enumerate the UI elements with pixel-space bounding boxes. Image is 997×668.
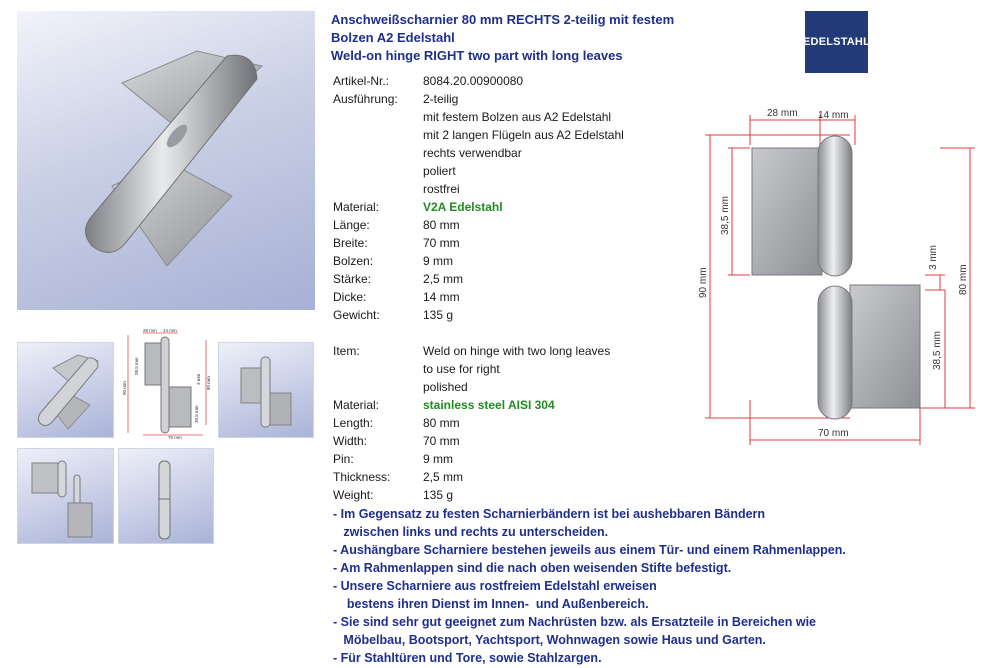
thumbnail-photo-1[interactable] bbox=[17, 342, 114, 438]
title-line-1: Anschweißscharnier 80 mm RECHTS 2-teilig mit festem bbox=[331, 12, 675, 27]
list-item: - Unsere Scharniere aus rostfreiem Edelstahl erweisen bbox=[333, 579, 657, 593]
main-product-photo bbox=[17, 11, 315, 310]
dimension-drawing bbox=[690, 100, 980, 445]
list-item: - Am Rahmenlappen sind die nach oben weisenden Stifte befestigt. bbox=[333, 561, 732, 575]
dim-total-width: 70 mm bbox=[818, 428, 849, 439]
thumb-dim-left-a: 38,5 mm bbox=[134, 357, 139, 375]
dim-leaf-height: 80 mm bbox=[958, 264, 969, 295]
feature-list bbox=[333, 505, 933, 667]
list-item: zwischen links und rechts zu unterscheiden. bbox=[333, 525, 609, 539]
list-item: bestens ihren Dienst im Innen- und Außenbereich. bbox=[333, 597, 649, 611]
thumb-dim-top-a: 28 mm bbox=[143, 328, 157, 333]
thumbnail-drawing[interactable] bbox=[118, 325, 213, 440]
list-item: - Für Stahltüren und Tore, sowie Stahlzargen. bbox=[333, 651, 602, 665]
list-item: - Aushängbare Scharniere bestehen jeweils aus einem Tür- und einem Rahmenlappen. bbox=[333, 543, 846, 557]
thumb-dim-left-b: 90 mm bbox=[122, 381, 127, 395]
dim-upper-height: 38,5 mm bbox=[720, 196, 731, 235]
product-title bbox=[331, 11, 801, 65]
thumbnail-photo-4[interactable] bbox=[17, 448, 114, 544]
thumbnail-photo-3[interactable] bbox=[218, 342, 314, 438]
title-line-3: Weld-on hinge RIGHT two part with long leaves bbox=[331, 48, 623, 63]
list-item: Möbelbau, Bootsport, Yachtsport, Wohnwagen sowie Haus und Garten. bbox=[333, 633, 766, 647]
dim-lower-height: 38,5 mm bbox=[932, 331, 943, 370]
dim-pin-width: 14 mm bbox=[818, 110, 849, 121]
list-item: - Sie sind sehr gut geeignet zum Nachrüsten bzw. als Ersatzteile in Bereichen wie bbox=[333, 615, 816, 629]
thumb-dim-top-b: 14 mm bbox=[163, 328, 177, 333]
dim-width-top-leaf: 28 mm bbox=[767, 108, 798, 119]
thumb-dim-right-c: 38,5 mm bbox=[194, 405, 199, 423]
dim-total-height: 90 mm bbox=[698, 267, 709, 298]
thumb-dim-right-a: 3 mm bbox=[196, 373, 201, 385]
edelstahl-badge: EDELSTAHL bbox=[805, 11, 868, 73]
dim-gap: 3 mm bbox=[928, 245, 939, 270]
title-line-2: Bolzen A2 Edelstahl bbox=[331, 30, 455, 45]
thumbnail-photo-5[interactable] bbox=[118, 448, 214, 544]
list-item: - Im Gegensatz zu festen Scharnierbändern ist bei aushebbaren Bändern bbox=[333, 507, 766, 521]
thumb-dim-bottom: 70 mm bbox=[168, 435, 182, 440]
thumb-dim-right-b: 80 mm bbox=[206, 376, 211, 390]
